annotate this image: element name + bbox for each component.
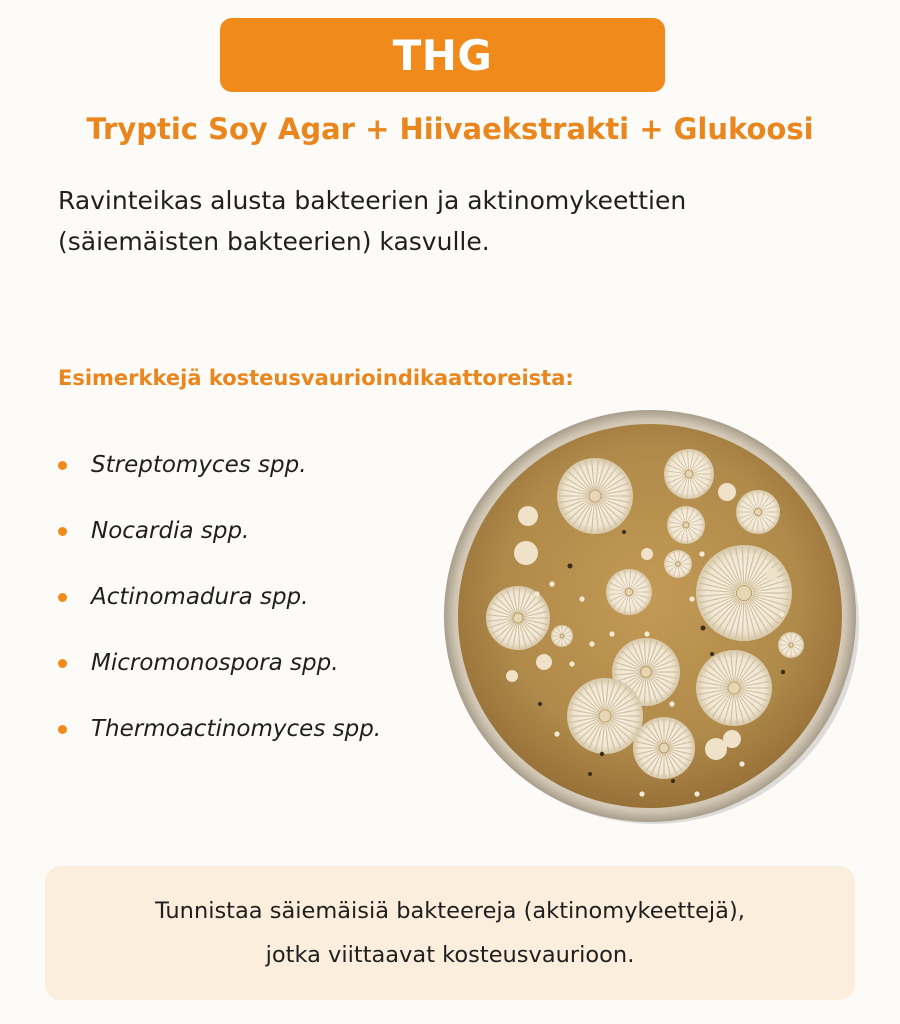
- list-item: [58, 630, 381, 696]
- colony-dot: [609, 631, 614, 636]
- colony-dot: [781, 670, 785, 674]
- colony-dot: [669, 701, 674, 706]
- note-line-1: Tunnistaa säiemäisiä bakteereja (aktinomykeettejä),: [155, 898, 745, 924]
- colony: [696, 650, 772, 726]
- colony-dot: [701, 626, 706, 631]
- bullet-icon: [58, 659, 67, 668]
- colony-dot: [766, 568, 778, 580]
- page-title: THG: [392, 30, 493, 80]
- colony-dot: [779, 611, 784, 616]
- colony-dot: [689, 596, 694, 601]
- colony-dot: [518, 506, 538, 526]
- colony-dot: [579, 596, 584, 601]
- colony-dot: [589, 641, 594, 646]
- colony-dot: [514, 541, 538, 565]
- colony-dot: [549, 581, 554, 586]
- petri-dish-illustration: [442, 404, 862, 824]
- bullet-icon: [58, 461, 67, 470]
- colony: [664, 550, 692, 578]
- list-item: [58, 564, 381, 630]
- title-banner: [220, 18, 665, 92]
- bullet-icon: [58, 527, 67, 536]
- species-name: Micromonospora spp.: [91, 650, 339, 676]
- colony: [664, 449, 714, 499]
- petri-dish-image: [442, 404, 862, 824]
- species-list: [58, 432, 381, 762]
- species-name: Actinomadura spp.: [91, 584, 309, 610]
- colony-dot: [739, 761, 744, 766]
- colony: [633, 717, 695, 779]
- colony: [567, 678, 643, 754]
- colony-dot: [671, 779, 675, 783]
- colony: [557, 458, 633, 534]
- colony-dot: [568, 564, 573, 569]
- summary-note: [45, 866, 855, 1000]
- colony: [696, 545, 792, 641]
- colony: [667, 506, 705, 544]
- colony-dot: [718, 483, 736, 501]
- list-item: [58, 498, 381, 564]
- colony: [606, 569, 652, 615]
- colony-dot: [644, 631, 649, 636]
- colony-dot: [710, 652, 714, 656]
- examples-heading: Esimerkkejä kosteusvaurioindikaattoreista:: [58, 366, 574, 390]
- intro-text: Ravinteikas alusta bakteerien ja aktinomykeettien (säiemäisten bakteerien) kasvulle.: [58, 186, 687, 256]
- colony-dot: [639, 791, 644, 796]
- colony-dot: [694, 791, 699, 796]
- colony-dot: [588, 772, 592, 776]
- species-name: Streptomyces spp.: [91, 452, 307, 478]
- colony-dot: [538, 702, 542, 706]
- colony-dot: [554, 731, 559, 736]
- colony-dot: [622, 530, 626, 534]
- colony-dot: [723, 730, 741, 748]
- species-name: Thermoactinomyces spp.: [91, 716, 382, 742]
- note-line-2: jotka viittaavat kosteusvaurioon.: [265, 942, 635, 968]
- colony-dot: [600, 752, 604, 756]
- colony: [778, 632, 804, 658]
- colony-dot: [534, 591, 539, 596]
- colony-dot: [699, 551, 704, 556]
- bullet-icon: [58, 593, 67, 602]
- colony: [736, 490, 780, 534]
- list-item: [58, 696, 381, 762]
- species-name: Nocardia spp.: [91, 518, 250, 544]
- bullet-icon: [58, 725, 67, 734]
- colony-dot: [569, 661, 574, 666]
- colony-dot: [506, 670, 518, 682]
- list-item: [58, 432, 381, 498]
- medium-subtitle: Tryptic Soy Agar + Hiivaekstrakti + Glukoosi: [86, 112, 814, 146]
- colony-dot: [641, 548, 653, 560]
- colony-dot: [536, 654, 552, 670]
- colony: [551, 625, 573, 647]
- colony: [486, 586, 550, 650]
